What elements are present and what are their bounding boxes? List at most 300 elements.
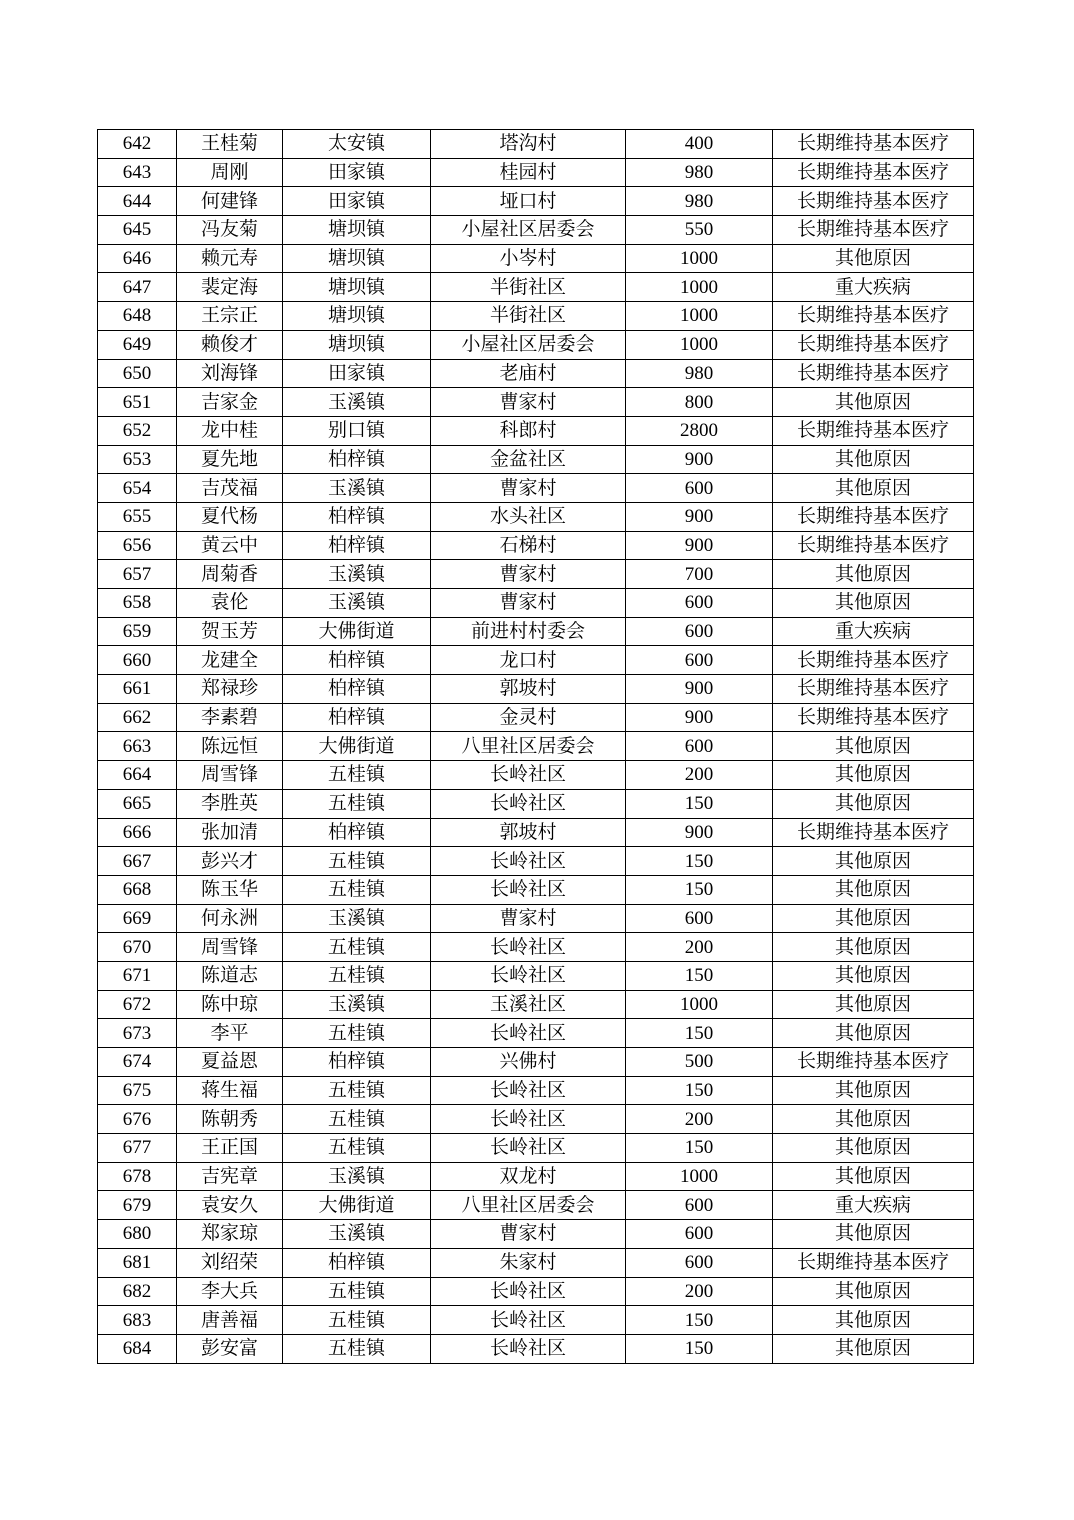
cell-town: 田家镇 — [283, 158, 431, 187]
cell-reason: 其他原因 — [773, 445, 974, 474]
cell-person-name: 李素碧 — [177, 703, 283, 732]
cell-village-community: 桂园村 — [431, 158, 626, 187]
cell-row-number: 644 — [98, 187, 177, 216]
cell-row-number: 676 — [98, 1105, 177, 1134]
cell-reason: 长期维持基本医疗 — [773, 216, 974, 245]
table-row — [98, 359, 974, 388]
cell-person-name: 郑禄珍 — [177, 675, 283, 704]
cell-person-name: 彭安富 — [177, 1334, 283, 1363]
cell-row-number: 677 — [98, 1134, 177, 1163]
cell-village-community: 长岭社区 — [431, 1019, 626, 1048]
table-row — [98, 531, 974, 560]
cell-row-number: 650 — [98, 359, 177, 388]
cell-reason: 其他原因 — [773, 1134, 974, 1163]
cell-person-name: 龙建全 — [177, 646, 283, 675]
cell-village-community: 小岑村 — [431, 244, 626, 273]
cell-amount: 1000 — [626, 273, 773, 302]
table-row — [98, 330, 974, 359]
cell-village-community: 半街社区 — [431, 302, 626, 331]
cell-town: 五桂镇 — [283, 961, 431, 990]
cell-row-number: 681 — [98, 1248, 177, 1277]
table-row — [98, 789, 974, 818]
cell-row-number: 668 — [98, 875, 177, 904]
cell-row-number: 662 — [98, 703, 177, 732]
table-row — [98, 617, 974, 646]
table-row — [98, 646, 974, 675]
cell-village-community: 玉溪社区 — [431, 990, 626, 1019]
cell-row-number: 684 — [98, 1334, 177, 1363]
cell-reason: 其他原因 — [773, 474, 974, 503]
cell-row-number: 649 — [98, 330, 177, 359]
cell-person-name: 吉茂福 — [177, 474, 283, 503]
cell-village-community: 曹家村 — [431, 1220, 626, 1249]
cell-town: 太安镇 — [283, 130, 431, 159]
cell-row-number: 665 — [98, 789, 177, 818]
cell-person-name: 王桂菊 — [177, 130, 283, 159]
cell-person-name: 陈中琼 — [177, 990, 283, 1019]
cell-town: 玉溪镇 — [283, 388, 431, 417]
table-row — [98, 130, 974, 159]
cell-village-community: 曹家村 — [431, 560, 626, 589]
cell-reason: 长期维持基本医疗 — [773, 703, 974, 732]
cell-amount: 2800 — [626, 416, 773, 445]
table-row — [98, 1105, 974, 1134]
table-row — [98, 961, 974, 990]
cell-town: 大佛街道 — [283, 617, 431, 646]
cell-village-community: 兴佛村 — [431, 1048, 626, 1077]
cell-amount: 980 — [626, 359, 773, 388]
table-row — [98, 1277, 974, 1306]
cell-amount: 150 — [626, 847, 773, 876]
cell-amount: 150 — [626, 1019, 773, 1048]
cell-row-number: 655 — [98, 502, 177, 531]
cell-row-number: 679 — [98, 1191, 177, 1220]
cell-amount: 600 — [626, 474, 773, 503]
cell-amount: 900 — [626, 818, 773, 847]
cell-amount: 500 — [626, 1048, 773, 1077]
cell-person-name: 陈远恒 — [177, 732, 283, 761]
cell-amount: 600 — [626, 617, 773, 646]
cell-reason: 长期维持基本医疗 — [773, 130, 974, 159]
cell-reason: 长期维持基本医疗 — [773, 531, 974, 560]
cell-person-name: 龙中桂 — [177, 416, 283, 445]
cell-town: 五桂镇 — [283, 761, 431, 790]
cell-row-number: 680 — [98, 1220, 177, 1249]
cell-reason: 重大疾病 — [773, 617, 974, 646]
cell-reason: 长期维持基本医疗 — [773, 158, 974, 187]
table-row — [98, 933, 974, 962]
cell-amount: 150 — [626, 1134, 773, 1163]
cell-town: 柏梓镇 — [283, 1248, 431, 1277]
cell-village-community: 长岭社区 — [431, 875, 626, 904]
cell-person-name: 陈玉华 — [177, 875, 283, 904]
cell-person-name: 袁伦 — [177, 589, 283, 618]
cell-row-number: 663 — [98, 732, 177, 761]
cell-person-name: 赖元寿 — [177, 244, 283, 273]
cell-village-community: 长岭社区 — [431, 961, 626, 990]
cell-person-name: 周雪锋 — [177, 761, 283, 790]
table-row — [98, 388, 974, 417]
table-row — [98, 1191, 974, 1220]
cell-village-community: 金灵村 — [431, 703, 626, 732]
cell-reason: 长期维持基本医疗 — [773, 359, 974, 388]
cell-reason: 其他原因 — [773, 1019, 974, 1048]
cell-person-name: 夏先地 — [177, 445, 283, 474]
cell-reason: 其他原因 — [773, 1162, 974, 1191]
cell-person-name: 陈朝秀 — [177, 1105, 283, 1134]
cell-row-number: 658 — [98, 589, 177, 618]
cell-town: 玉溪镇 — [283, 474, 431, 503]
cell-town: 五桂镇 — [283, 1334, 431, 1363]
cell-amount: 600 — [626, 589, 773, 618]
cell-amount: 150 — [626, 789, 773, 818]
cell-town: 柏梓镇 — [283, 1048, 431, 1077]
cell-person-name: 吉家金 — [177, 388, 283, 417]
cell-town: 塘坝镇 — [283, 216, 431, 245]
cell-town: 柏梓镇 — [283, 646, 431, 675]
table-row — [98, 589, 974, 618]
cell-reason: 其他原因 — [773, 789, 974, 818]
cell-reason: 其他原因 — [773, 388, 974, 417]
cell-row-number: 652 — [98, 416, 177, 445]
cell-town: 柏梓镇 — [283, 703, 431, 732]
cell-person-name: 李胜英 — [177, 789, 283, 818]
cell-reason: 长期维持基本医疗 — [773, 818, 974, 847]
cell-amount: 150 — [626, 961, 773, 990]
cell-amount: 800 — [626, 388, 773, 417]
cell-village-community: 水头社区 — [431, 502, 626, 531]
table-row — [98, 1134, 974, 1163]
cell-amount: 1000 — [626, 330, 773, 359]
cell-row-number: 642 — [98, 130, 177, 159]
cell-village-community: 长岭社区 — [431, 847, 626, 876]
cell-row-number: 673 — [98, 1019, 177, 1048]
cell-town: 玉溪镇 — [283, 1220, 431, 1249]
cell-reason: 其他原因 — [773, 961, 974, 990]
cell-village-community: 长岭社区 — [431, 1306, 626, 1335]
cell-reason: 其他原因 — [773, 933, 974, 962]
cell-row-number: 661 — [98, 675, 177, 704]
cell-amount: 600 — [626, 732, 773, 761]
table-row — [98, 216, 974, 245]
cell-reason: 其他原因 — [773, 560, 974, 589]
cell-reason: 其他原因 — [773, 875, 974, 904]
cell-reason: 其他原因 — [773, 1306, 974, 1335]
cell-person-name: 周菊香 — [177, 560, 283, 589]
cell-person-name: 赖俊才 — [177, 330, 283, 359]
table-row — [98, 1248, 974, 1277]
cell-village-community: 八里社区居委会 — [431, 1191, 626, 1220]
cell-village-community: 小屋社区居委会 — [431, 216, 626, 245]
cell-reason: 其他原因 — [773, 1220, 974, 1249]
cell-reason: 长期维持基本医疗 — [773, 1048, 974, 1077]
table-row — [98, 703, 974, 732]
cell-town: 五桂镇 — [283, 847, 431, 876]
cell-town: 柏梓镇 — [283, 445, 431, 474]
cell-row-number: 667 — [98, 847, 177, 876]
table-row — [98, 847, 974, 876]
cell-village-community: 长岭社区 — [431, 1105, 626, 1134]
cell-person-name: 吉宪章 — [177, 1162, 283, 1191]
cell-reason: 其他原因 — [773, 904, 974, 933]
cell-amount: 900 — [626, 531, 773, 560]
cell-town: 柏梓镇 — [283, 818, 431, 847]
cell-person-name: 贺玉芳 — [177, 617, 283, 646]
cell-amount: 900 — [626, 502, 773, 531]
cell-village-community: 曹家村 — [431, 904, 626, 933]
cell-village-community: 朱家村 — [431, 1248, 626, 1277]
cell-amount: 900 — [626, 675, 773, 704]
table-row — [98, 474, 974, 503]
table-row — [98, 1019, 974, 1048]
cell-person-name: 周雪锋 — [177, 933, 283, 962]
cell-person-name: 唐善福 — [177, 1306, 283, 1335]
table-row — [98, 990, 974, 1019]
cell-row-number: 666 — [98, 818, 177, 847]
cell-town: 大佛街道 — [283, 1191, 431, 1220]
cell-town: 五桂镇 — [283, 875, 431, 904]
cell-reason: 长期维持基本医疗 — [773, 187, 974, 216]
table-row — [98, 1076, 974, 1105]
cell-reason: 其他原因 — [773, 244, 974, 273]
cell-town: 塘坝镇 — [283, 244, 431, 273]
cell-reason: 其他原因 — [773, 847, 974, 876]
cell-reason: 重大疾病 — [773, 273, 974, 302]
cell-reason: 重大疾病 — [773, 1191, 974, 1220]
cell-amount: 200 — [626, 1277, 773, 1306]
cell-reason: 长期维持基本医疗 — [773, 302, 974, 331]
cell-amount: 400 — [626, 130, 773, 159]
cell-row-number: 656 — [98, 531, 177, 560]
table-row — [98, 818, 974, 847]
cell-reason: 其他原因 — [773, 589, 974, 618]
table-row — [98, 1306, 974, 1335]
cell-town: 大佛街道 — [283, 732, 431, 761]
cell-amount: 1000 — [626, 244, 773, 273]
cell-reason: 其他原因 — [773, 1334, 974, 1363]
cell-village-community: 长岭社区 — [431, 789, 626, 818]
cell-person-name: 郑家琼 — [177, 1220, 283, 1249]
cell-person-name: 冯友菊 — [177, 216, 283, 245]
cell-reason: 长期维持基本医疗 — [773, 416, 974, 445]
cell-reason: 长期维持基本医疗 — [773, 502, 974, 531]
table-row — [98, 1162, 974, 1191]
cell-village-community: 前进村村委会 — [431, 617, 626, 646]
cell-town: 五桂镇 — [283, 1277, 431, 1306]
cell-amount: 150 — [626, 1334, 773, 1363]
cell-town: 玉溪镇 — [283, 589, 431, 618]
cell-person-name: 王正国 — [177, 1134, 283, 1163]
cell-row-number: 660 — [98, 646, 177, 675]
cell-row-number: 664 — [98, 761, 177, 790]
cell-person-name: 何永洲 — [177, 904, 283, 933]
cell-town: 五桂镇 — [283, 1134, 431, 1163]
cell-reason: 长期维持基本医疗 — [773, 675, 974, 704]
table-row — [98, 244, 974, 273]
cell-row-number: 659 — [98, 617, 177, 646]
cell-row-number: 646 — [98, 244, 177, 273]
cell-town: 五桂镇 — [283, 1019, 431, 1048]
table-row — [98, 1220, 974, 1249]
cell-village-community: 曹家村 — [431, 589, 626, 618]
table-body — [98, 130, 974, 1364]
cell-row-number: 682 — [98, 1277, 177, 1306]
cell-reason: 其他原因 — [773, 1277, 974, 1306]
cell-person-name: 陈道志 — [177, 961, 283, 990]
cell-reason: 长期维持基本医疗 — [773, 330, 974, 359]
cell-reason: 长期维持基本医疗 — [773, 1248, 974, 1277]
assistance-table — [97, 129, 974, 1364]
cell-town: 玉溪镇 — [283, 990, 431, 1019]
cell-town: 塘坝镇 — [283, 330, 431, 359]
cell-village-community: 长岭社区 — [431, 1277, 626, 1306]
table-row — [98, 904, 974, 933]
cell-village-community: 金盆社区 — [431, 445, 626, 474]
cell-amount: 1000 — [626, 1162, 773, 1191]
cell-person-name: 张加清 — [177, 818, 283, 847]
cell-town: 五桂镇 — [283, 1105, 431, 1134]
cell-village-community: 长岭社区 — [431, 1334, 626, 1363]
cell-person-name: 刘绍荣 — [177, 1248, 283, 1277]
cell-village-community: 八里社区居委会 — [431, 732, 626, 761]
cell-person-name: 蒋生福 — [177, 1076, 283, 1105]
cell-village-community: 曹家村 — [431, 474, 626, 503]
table-row — [98, 502, 974, 531]
cell-town: 柏梓镇 — [283, 502, 431, 531]
cell-person-name: 何建锋 — [177, 187, 283, 216]
cell-reason: 其他原因 — [773, 990, 974, 1019]
cell-reason: 其他原因 — [773, 761, 974, 790]
cell-village-community: 龙口村 — [431, 646, 626, 675]
cell-village-community: 小屋社区居委会 — [431, 330, 626, 359]
cell-row-number: 651 — [98, 388, 177, 417]
cell-amount: 200 — [626, 933, 773, 962]
cell-amount: 900 — [626, 445, 773, 474]
cell-reason: 其他原因 — [773, 732, 974, 761]
cell-village-community: 半街社区 — [431, 273, 626, 302]
cell-village-community: 曹家村 — [431, 388, 626, 417]
cell-village-community: 石梯村 — [431, 531, 626, 560]
cell-amount: 600 — [626, 1191, 773, 1220]
cell-amount: 150 — [626, 1306, 773, 1335]
table-row — [98, 302, 974, 331]
cell-row-number: 647 — [98, 273, 177, 302]
cell-person-name: 刘海锋 — [177, 359, 283, 388]
table-row — [98, 675, 974, 704]
cell-town: 田家镇 — [283, 187, 431, 216]
cell-row-number: 671 — [98, 961, 177, 990]
cell-row-number: 653 — [98, 445, 177, 474]
table-row — [98, 187, 974, 216]
cell-person-name: 夏代杨 — [177, 502, 283, 531]
table-row — [98, 416, 974, 445]
table-row — [98, 445, 974, 474]
cell-amount: 900 — [626, 703, 773, 732]
cell-town: 五桂镇 — [283, 789, 431, 818]
cell-person-name: 袁安久 — [177, 1191, 283, 1220]
cell-village-community: 双龙村 — [431, 1162, 626, 1191]
cell-amount: 1000 — [626, 990, 773, 1019]
cell-town: 田家镇 — [283, 359, 431, 388]
cell-person-name: 彭兴才 — [177, 847, 283, 876]
cell-town: 玉溪镇 — [283, 560, 431, 589]
cell-village-community: 塔沟村 — [431, 130, 626, 159]
table-row — [98, 732, 974, 761]
cell-row-number: 648 — [98, 302, 177, 331]
cell-amount: 700 — [626, 560, 773, 589]
cell-person-name: 夏益恩 — [177, 1048, 283, 1077]
table-row — [98, 158, 974, 187]
cell-amount: 1000 — [626, 302, 773, 331]
cell-person-name: 黄云中 — [177, 531, 283, 560]
table-row — [98, 875, 974, 904]
cell-reason: 长期维持基本医疗 — [773, 646, 974, 675]
cell-row-number: 657 — [98, 560, 177, 589]
cell-town: 五桂镇 — [283, 1076, 431, 1105]
cell-row-number: 672 — [98, 990, 177, 1019]
cell-town: 别口镇 — [283, 416, 431, 445]
cell-row-number: 675 — [98, 1076, 177, 1105]
cell-village-community: 垭口村 — [431, 187, 626, 216]
cell-village-community: 郭坡村 — [431, 675, 626, 704]
cell-village-community: 长岭社区 — [431, 1076, 626, 1105]
cell-row-number: 654 — [98, 474, 177, 503]
table-row — [98, 273, 974, 302]
table-row — [98, 1048, 974, 1077]
cell-town: 玉溪镇 — [283, 904, 431, 933]
cell-village-community: 科郎村 — [431, 416, 626, 445]
cell-row-number: 645 — [98, 216, 177, 245]
cell-amount: 200 — [626, 1105, 773, 1134]
cell-amount: 980 — [626, 187, 773, 216]
table-row — [98, 1334, 974, 1363]
cell-amount: 200 — [626, 761, 773, 790]
cell-village-community: 长岭社区 — [431, 1134, 626, 1163]
cell-row-number: 678 — [98, 1162, 177, 1191]
cell-person-name: 裴定海 — [177, 273, 283, 302]
cell-row-number: 643 — [98, 158, 177, 187]
cell-amount: 980 — [626, 158, 773, 187]
cell-amount: 600 — [626, 646, 773, 675]
cell-village-community: 长岭社区 — [431, 761, 626, 790]
cell-reason: 其他原因 — [773, 1076, 974, 1105]
cell-amount: 600 — [626, 1248, 773, 1277]
cell-amount: 600 — [626, 1220, 773, 1249]
cell-town: 五桂镇 — [283, 933, 431, 962]
cell-row-number: 670 — [98, 933, 177, 962]
cell-town: 玉溪镇 — [283, 1162, 431, 1191]
cell-row-number: 674 — [98, 1048, 177, 1077]
cell-person-name: 李平 — [177, 1019, 283, 1048]
cell-amount: 550 — [626, 216, 773, 245]
cell-person-name: 王宗正 — [177, 302, 283, 331]
cell-row-number: 683 — [98, 1306, 177, 1335]
cell-town: 柏梓镇 — [283, 675, 431, 704]
cell-person-name: 周刚 — [177, 158, 283, 187]
cell-town: 塘坝镇 — [283, 273, 431, 302]
cell-town: 柏梓镇 — [283, 531, 431, 560]
cell-amount: 150 — [626, 1076, 773, 1105]
table-row — [98, 560, 974, 589]
cell-town: 塘坝镇 — [283, 302, 431, 331]
cell-village-community: 长岭社区 — [431, 933, 626, 962]
cell-village-community: 郭坡村 — [431, 818, 626, 847]
cell-amount: 150 — [626, 875, 773, 904]
cell-town: 五桂镇 — [283, 1306, 431, 1335]
cell-village-community: 老庙村 — [431, 359, 626, 388]
cell-amount: 600 — [626, 904, 773, 933]
table-row — [98, 761, 974, 790]
